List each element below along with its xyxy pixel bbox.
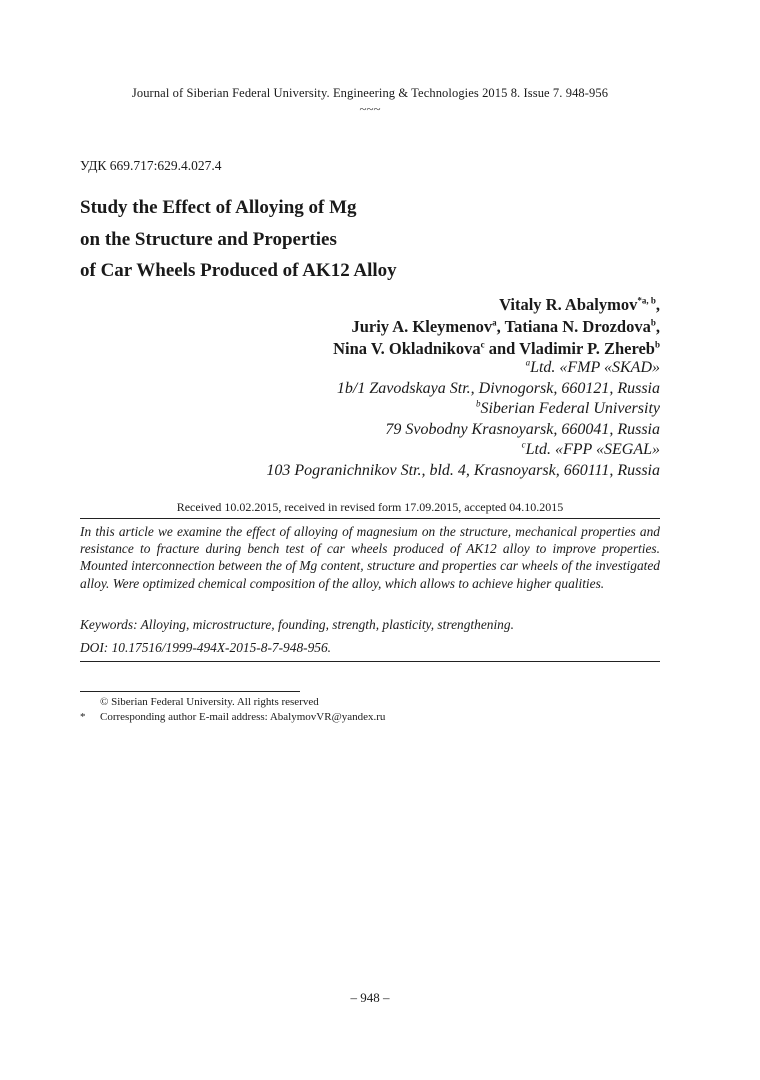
affiliation-b-addr: 79 Svobodny Krasnoyarsk, 660041, Russia — [385, 420, 660, 438]
affiliation-org: Ltd. «FMP «SKAD» — [530, 359, 660, 376]
abstract-bottom-rule — [80, 661, 660, 662]
footnote-copyright — [80, 696, 319, 708]
received-dates: Received 10.02.2015, received in revised form 17.09.2015, accepted 04.10.2015 — [176, 500, 564, 514]
journal-header: Journal of Siberian Federal University. Engineering & Technologies 2015 8. Issue 7. 948-956 — [131, 86, 609, 100]
corresponding-text: Corresponding author E-mail address: AbalymovVR@yandex.ru — [100, 711, 386, 723]
affiliation-c-addr: 103 Pogranichnikov Str., bld. 4, Krasnoyarsk, 660111, Russia — [266, 461, 660, 479]
footnote-mark: * — [80, 711, 86, 723]
affiliation-a-org — [266, 358, 660, 379]
affiliation-org: Siberian Federal University — [480, 400, 660, 418]
author-conjunction: and — [488, 339, 516, 358]
author-name: Vitaly R. Abalymov — [499, 295, 638, 314]
footnote-corresponding — [80, 711, 385, 723]
author-line-1: Vitaly R. Abalymov$^{*a, b}$, — [499, 295, 660, 314]
affiliations-block — [266, 358, 660, 482]
author-line-3 — [333, 338, 660, 360]
header-separator: ~~~ — [359, 101, 381, 116]
page-number: – 948 – — [350, 990, 390, 1005]
author-sup: b — [650, 317, 656, 328]
author-name: Tatiana N. Drozdova — [504, 317, 651, 336]
abstract-text: In this article we examine the effect of alloying of magnesium on the structure, mechanical properties and resistance to fracture during bench test of car wheels produced of AK12 alloy to improve properties. Mounted interconnection between the of Mg content, structure and properties car wheels of the investigated alloy. Were optimized chemical composition of the alloy, which allows to achieve higher qualities. — [80, 524, 660, 591]
title-line-3: of Car Wheels Produced of AK12 Alloy — [80, 260, 397, 281]
authors-block — [333, 294, 660, 360]
udk-code: УДК 669.717:629.4.027.4 — [80, 158, 222, 173]
author-sup: b — [654, 339, 660, 350]
author-sup: a — [492, 317, 497, 328]
affiliation-sup: a — [525, 357, 531, 368]
title-line-1: Study the Effect of Alloying of Mg — [80, 197, 357, 218]
article-title — [80, 192, 640, 287]
affiliation-sup: c — [521, 440, 526, 451]
affiliation-a-addr: 1b/1 Zavodskaya Str., Divnogorsk, 660121, Russia — [336, 379, 660, 397]
affiliation-org: Ltd. «FPP «SEGAL» — [525, 441, 660, 459]
author-sup: *a, b — [637, 295, 656, 306]
affiliation-sup: b — [475, 398, 481, 409]
author-name: Vladimir P. Zhereb — [519, 339, 655, 358]
affiliation-c-org — [266, 440, 660, 461]
doi-line: DOI: 10.17516/1999-494X-2015-8-7-948-956. — [80, 640, 332, 655]
abstract-top-rule — [80, 518, 660, 519]
affiliation-b-org — [266, 399, 660, 420]
keywords-line: Keywords: Alloying, microstructure, founding, strength, plasticity, strengthening. — [80, 617, 514, 632]
author-sup: c — [480, 339, 485, 350]
author-line-2: Juriy A. Kleymenov$^a$, Tatiana N. Drozdova$^b$, — [351, 317, 660, 336]
footnote-rule — [80, 691, 300, 692]
author-name: Nina V. Okladnikova — [333, 339, 481, 358]
author-name: Juriy A. Kleymenov — [351, 317, 493, 336]
title-line-2: on the Structure and Properties — [80, 228, 337, 250]
copyright-text: © Siberian Federal University. All rights reserved — [100, 696, 319, 708]
